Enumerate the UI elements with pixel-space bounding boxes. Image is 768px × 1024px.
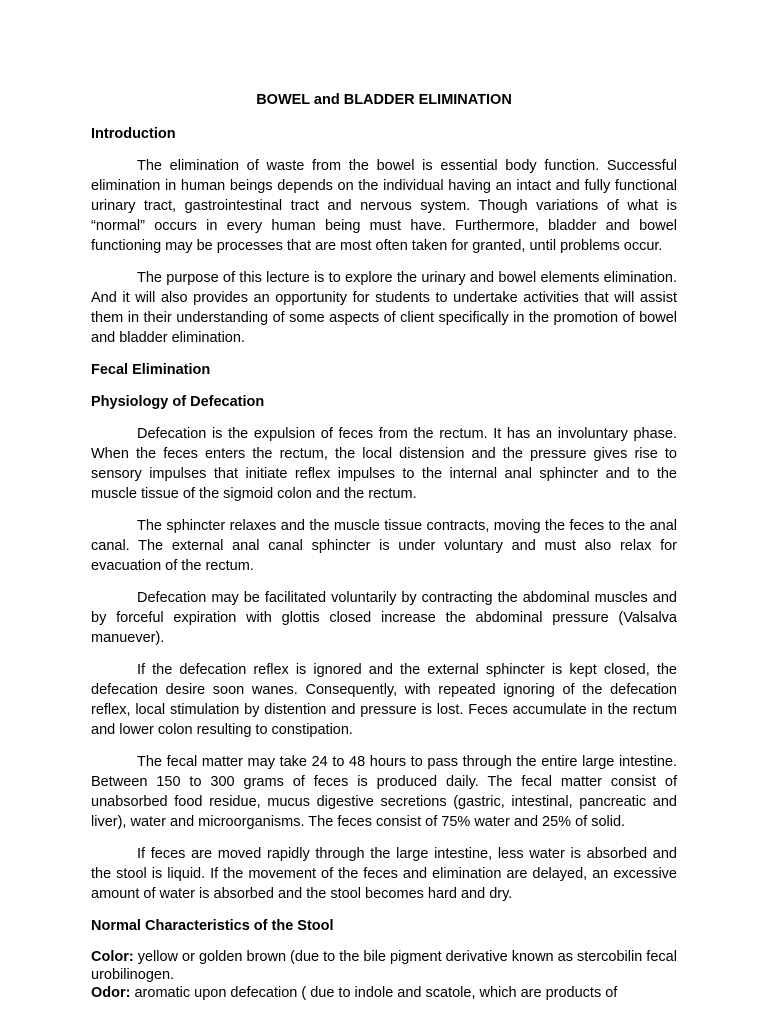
paragraph: The sphincter relaxes and the muscle tissue contracts, moving the feces to the anal canal. The external anal canal sphincter is under voluntary and must also relax for evacuation of the rectum. bbox=[91, 518, 677, 574]
characteristic-color bbox=[91, 948, 677, 984]
characteristic-term: Color: bbox=[91, 949, 134, 965]
paragraph: The fecal matter may take 24 to 48 hours to pass through the entire large intestine. Between 150 to 300 grams of feces is produced daily. The fecal matter consist of unabsorbed food residue, mucus digestive secretions (gastric, intestinal, pancreatic and liver), water and microorganisms. The feces consist of 75% water and 25% of solid. bbox=[91, 754, 677, 830]
paragraph: Defecation is the expulsion of feces from the rectum. It has an involuntary phase. When the feces enters the rectum, the local distension and the pressure gives rise to sensory impulses that initiate reflex impulses to the internal anal sphincter and to the muscle tissue of the sigmoid colon and the rectum. bbox=[91, 426, 677, 502]
characteristic-odor bbox=[91, 984, 677, 1002]
characteristic-text: aromatic upon defecation ( due to indole and scatole, which are products of bbox=[130, 985, 618, 1001]
document-title: BOWEL and BLADDER ELIMINATION bbox=[256, 92, 512, 108]
paragraph: Defecation may be facilitated voluntarily by contracting the abdominal muscles and by forceful expiration with glottis closed increase the abdominal pressure (Valsalva manuever). bbox=[91, 590, 677, 646]
section-heading-fecal-elimination: Fecal Elimination bbox=[91, 362, 211, 378]
characteristic-text: yellow or golden brown (due to the bile pigment derivative known as stercobilin fecal urobilinogen. bbox=[91, 949, 677, 983]
section-heading-introduction: Introduction bbox=[91, 126, 176, 142]
paragraph: The purpose of this lecture is to explore the urinary and bowel elements elimination. And it will also provides an opportunity for students to undertake activities that will assist them in their understanding of some aspects of client specifically in the promotion of bowel and bladder elimination. bbox=[91, 270, 677, 346]
paragraph: If the defecation reflex is ignored and the external sphincter is kept closed, the defecation desire soon wanes. Consequently, with repeated ignoring of the defecation reflex, local stimulation by distention and pressure is lost. Feces accumulate in the rectum and lower colon resulting to constipation. bbox=[91, 662, 677, 738]
characteristic-term: Odor: bbox=[91, 985, 131, 1001]
section-heading-physiology: Physiology of Defecation bbox=[91, 394, 265, 410]
document-body bbox=[91, 90, 677, 1002]
paragraph: The elimination of waste from the bowel is essential body function. Successful elimination in human beings depends on the individual having an intact and fully functional urinary tract, gastrointestinal tract and nervous system. Though variations of what is “normal” occurs in every human being must have. Furthermore, bladder and bowel functioning may be processes that are most often taken for granted, until problems occur. bbox=[91, 158, 677, 254]
section-heading-normal-characteristics: Normal Characteristics of the Stool bbox=[91, 918, 334, 934]
paragraph: If feces are moved rapidly through the large intestine, less water is absorbed and the stool is liquid. If the movement of the feces and elimination are delayed, an excessive amount of water is absorbed and the stool becomes hard and dry. bbox=[91, 846, 677, 902]
